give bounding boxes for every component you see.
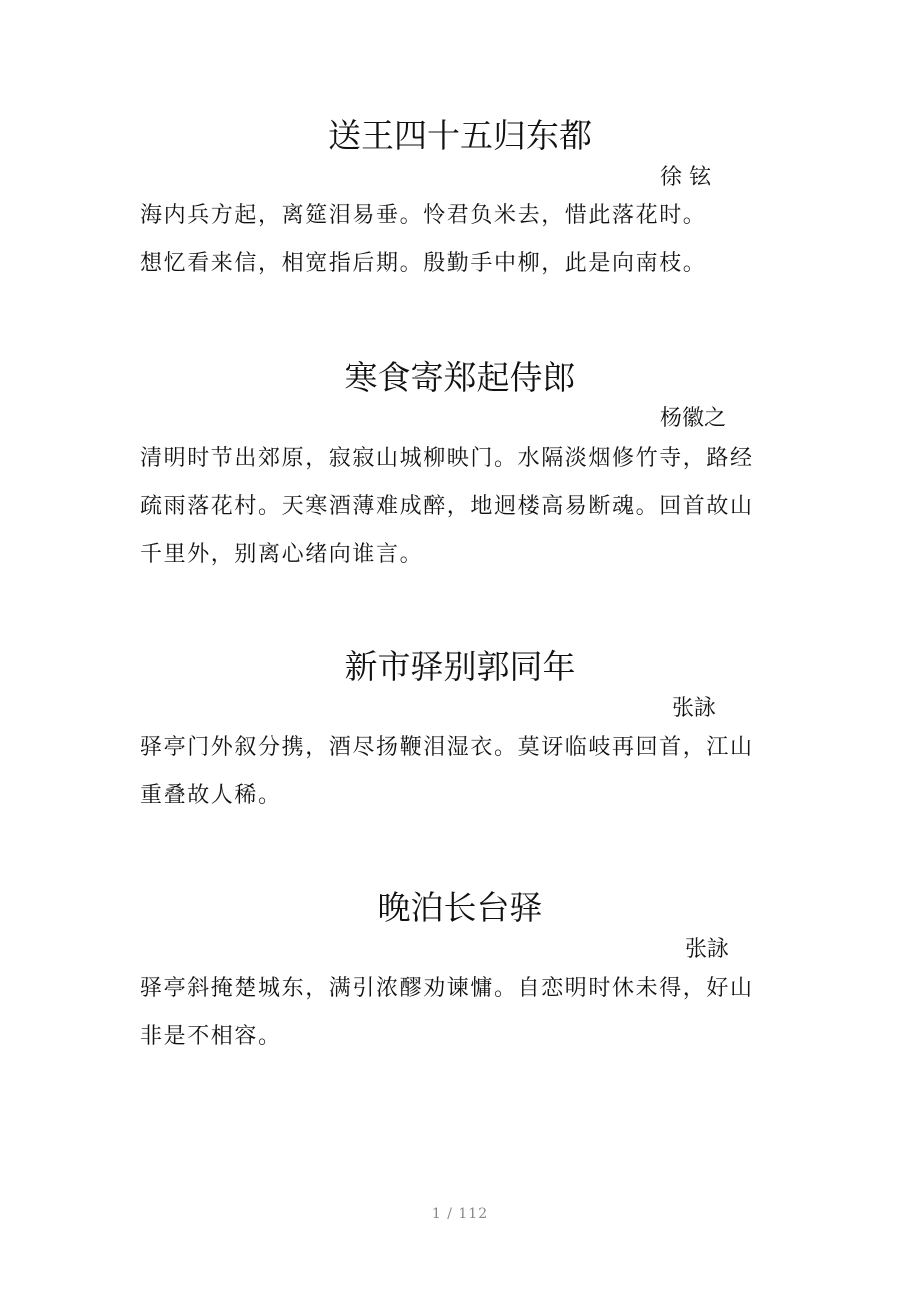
poem-title: 寒食寄郑起侍郎 bbox=[344, 358, 576, 397]
poem-body bbox=[140, 965, 780, 1061]
poem-body bbox=[140, 192, 780, 288]
poem-2 bbox=[140, 358, 780, 579]
poem-body bbox=[140, 435, 780, 579]
poem-author: 杨徽之 bbox=[660, 406, 727, 431]
poem-4 bbox=[140, 888, 780, 1061]
poem-author: 徐 铉 bbox=[660, 165, 711, 190]
poem-title: 新市驿别郭同年 bbox=[344, 647, 576, 686]
poem-author: 张詠 bbox=[685, 937, 730, 962]
poem-author: 张詠 bbox=[672, 696, 717, 721]
poem-line: 清明时节出郊原，寂寂山城柳映门。水隔淡烟修竹寺，路经 bbox=[140, 446, 754, 471]
poem-line: 想忆看来信，相宽指后期。殷勤手中柳，此是向南枝。 bbox=[140, 251, 707, 276]
poem-line: 驿亭斜掩楚城东，满引浓醪劝谏慵。自恋明时休未得，好山 bbox=[140, 976, 754, 1001]
poem-title: 晚泊长台驿 bbox=[377, 888, 543, 927]
poem-line: 非是不相容。 bbox=[140, 1024, 282, 1049]
poem-title: 送王四十五归东都 bbox=[328, 116, 592, 155]
poem-line: 疏雨落花村。天寒酒薄难成醉，地迥楼高易断魂。回首故山 bbox=[140, 494, 754, 519]
poem-line: 千里外，别离心绪向谁言。 bbox=[140, 542, 424, 567]
poem-body bbox=[140, 724, 780, 820]
poem-3 bbox=[140, 647, 780, 820]
poem-1 bbox=[140, 116, 780, 288]
poem-line: 驿亭门外叙分携，酒尽扬鞭泪湿衣。莫讶临岐再回首，江山 bbox=[140, 735, 754, 760]
poem-line: 海内兵方起，离筵泪易垂。怜君负米去，惜此落花时。 bbox=[140, 203, 707, 228]
page-number: 1 / 112 bbox=[431, 1206, 489, 1222]
poem-line: 重叠故人稀。 bbox=[140, 783, 282, 808]
